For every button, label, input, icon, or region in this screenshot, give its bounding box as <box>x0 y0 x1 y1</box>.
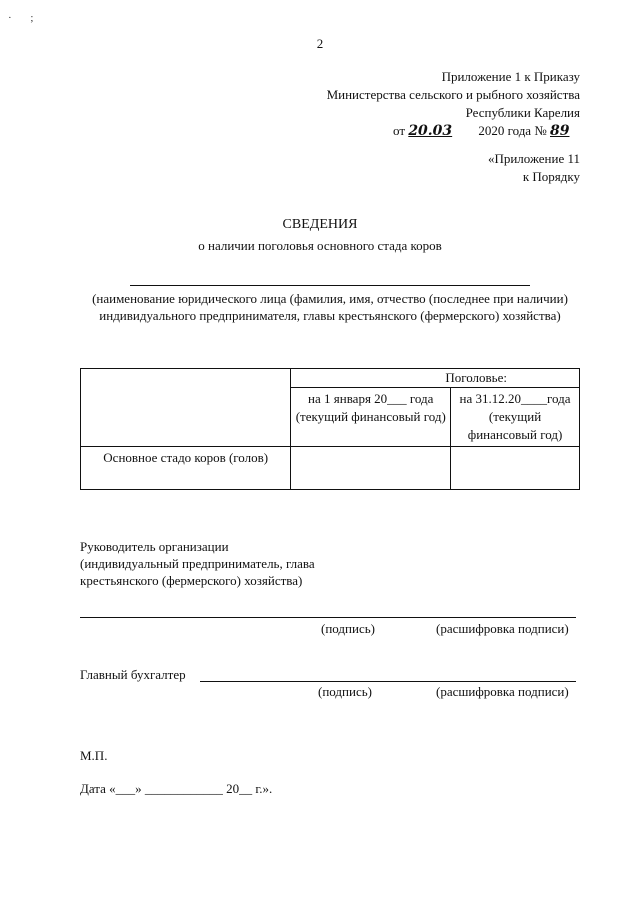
appendix-date-line <box>327 122 580 140</box>
table-col1-header: на 1 января 20___ года (текущий финансовый год) <box>291 388 451 447</box>
date-line: Дата «___» ____________ 20__ г.». <box>80 781 273 796</box>
handwritten-number: 89 <box>550 123 570 139</box>
accountant-decode-caption: (расшифровка подписи) <box>436 684 569 699</box>
appendix-line-3: Республики Карелия <box>465 105 580 120</box>
date-prefix: от <box>393 123 406 138</box>
head-decode-caption: (расшифровка подписи) <box>436 621 569 636</box>
appendix-header <box>327 68 580 140</box>
table-row-col2-value[interactable] <box>451 447 580 490</box>
handwritten-date: 20.03 <box>408 123 453 139</box>
livestock-table <box>80 368 580 490</box>
page-number: 2 <box>316 36 324 51</box>
annex-header <box>488 150 580 186</box>
head-signature-line[interactable] <box>80 617 576 618</box>
appendix-line-1: Приложение 1 к Приказу <box>441 69 580 84</box>
annex-line-2: к Порядку <box>522 169 580 184</box>
table-group-header: Поголовье: <box>291 369 580 388</box>
table-col2-header: на 31.12.20____года (текущий финансовый год) <box>451 388 580 447</box>
accountant-signature-line[interactable] <box>200 681 576 682</box>
scan-marks: · ; <box>8 12 42 24</box>
table-corner-cell <box>81 369 291 447</box>
head-sign-caption: (подпись) <box>321 621 375 636</box>
org-name-caption: (наименование юридического лица (фамилия, имя, отчество (последнее при наличии) индивидуального предпринимателя, главы крестьянского (фермерского) хозяйства) <box>92 291 568 323</box>
org-name-line <box>130 285 530 286</box>
table-row-col1-value[interactable] <box>291 447 451 490</box>
stamp-place: М.П. <box>80 748 108 763</box>
document-title: СВЕДЕНИЯ <box>282 217 358 232</box>
date-suffix: 2020 года <box>478 123 532 138</box>
accountant-label: Главный бухгалтер <box>80 667 186 682</box>
appendix-line-2: Министерства сельского и рыбного хозяйства <box>326 87 580 102</box>
number-prefix: № <box>534 123 547 138</box>
table-row-label: Основное стадо коров (голов) <box>81 447 291 490</box>
annex-line-1: «Приложение 11 <box>487 151 580 166</box>
head-signature-label: Руководитель организации (индивидуальный предприниматель, глава крестьянского (фермерского) хозяйства) <box>80 539 315 588</box>
accountant-sign-caption: (подпись) <box>318 684 372 699</box>
document-subtitle: о наличии поголовья основного стада коров <box>198 238 442 253</box>
